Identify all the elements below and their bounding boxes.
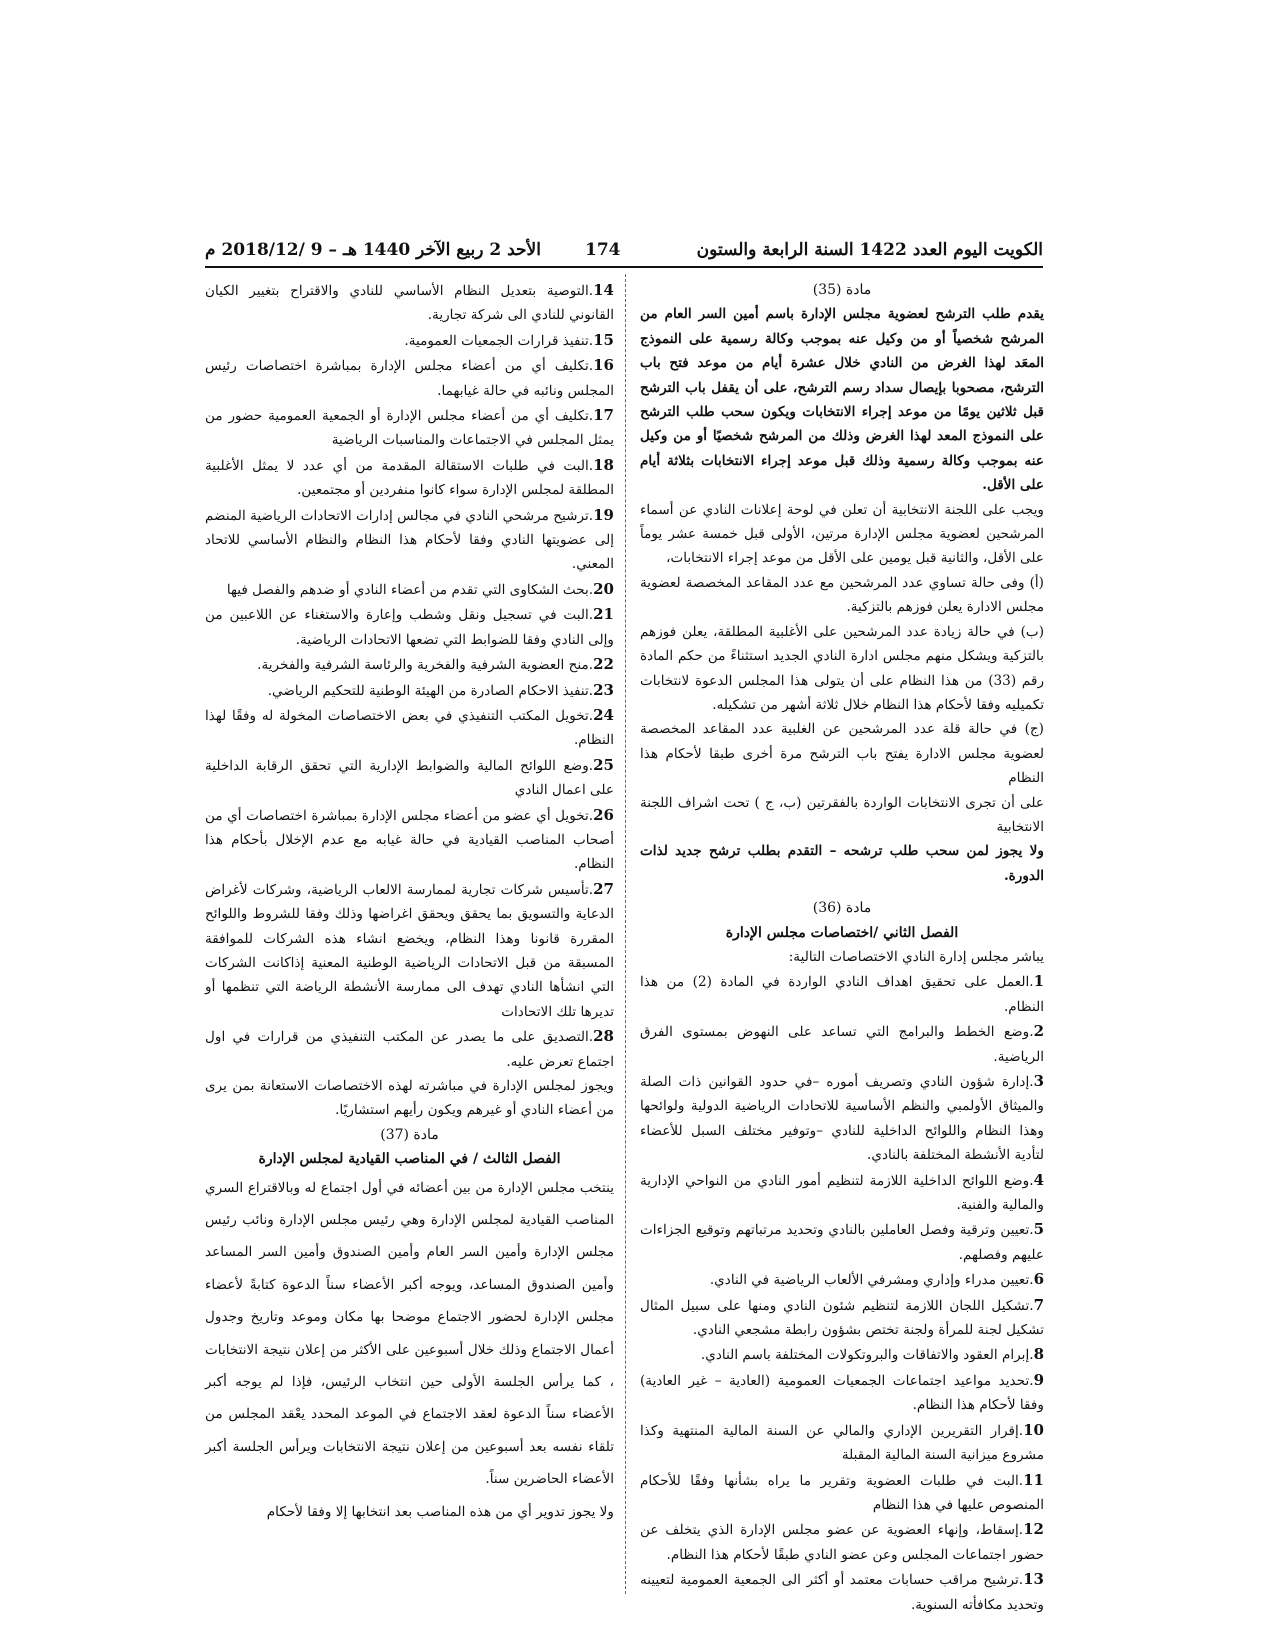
item-number: 12 <box>1023 1520 1044 1539</box>
item-number: 9 <box>1033 1370 1044 1389</box>
item-number: 7 <box>1033 1295 1044 1314</box>
list-item <box>640 1342 1044 1367</box>
article-36-intro: يباشر مجلس إدارة النادي الاختصاصات التالية: <box>788 948 1044 965</box>
list-item <box>205 703 614 753</box>
list-item <box>205 403 614 453</box>
article-37-paragraph-1: ينتخب مجلس الإدارة من بين أعضائه في أول اجتماع له وبالاقتراع السري المناصب القيادية لمجلس الإدارة وهي رئيس مجلس الإدارة ونائب رئيس مجلس الإدارة وأمين السر العام وأمين الصندوق وأمين السر المساعد وأمين الصندوق المساعد، ويوجه أكبر الأعضاء سناً الدعوة كتابةً لأعضاء مجلس الإدارة لحضور الاجتماع موضحا بها مكان وموعد وتاريخ وجدول أعمال الاجتماع وذلك خلال أسبوعين على الأكثر من إعلان نتيجة الانتخابات ، كما يرأس الجلسة الأولى حين انتخاب الرئيس، فإذا لم يوجه أكبر الأعضاء سناً الدعوة لعقد الاجتماع في الموعد المحدد يعْقد المجلس من تلقاء نفسه بعد أسبوعين من إعلان نتيجة الانتخابات ويرأس الجلسة أكبر الأعضاء الحاضرين سناً. <box>205 1179 614 1488</box>
item-text: .تعيين مدراء وإداري ومشرفي الألعاب الرياضية في النادي. <box>709 1272 1034 1289</box>
item-number: 8 <box>1033 1345 1044 1364</box>
item-number: 5 <box>1033 1220 1044 1239</box>
right-column-items <box>640 969 1044 1617</box>
item-text: .إسقاط، وإنهاء العضوية عن عضو مجلس الإدارة الذي يتخلف عن حضور اجتماعات المجلس وعن عضو النادي طبقًا لأحكام هذا النظام. <box>640 1522 1044 1563</box>
left-column-items <box>205 278 614 1074</box>
article-35-clause-b: (ب) في حالة زيادة عدد المرشحين على الأغلبية المطلقة، يعلن فوزهم بالتزكية ويشكل منهم مجلس ادارة النادي الجديد استثناءً من حكم المادة رقم (33) من هذا النظام على أن يتولى هذا المجلس الدعوة لانتخابات تكميليه وفقا لأحكام هذا النظام خلال ثلاثة أشهر من تشكيله. <box>640 623 1045 713</box>
article-35-paragraph-1: يقدم طلب الترشح لعضوية مجلس الإدارة باسم أمين السر العام من المرشح شخصياً أو من وكيل عنه بموجب وكالة رسمية على النموذج المعَد لهذا الغرض من النادي خلال عشرة أيام من موعد فتح باب الترشح، مصحوبا بإيصال سداد رسم الترشح، على أن يقفل باب الترشح قبل ثلاثين يومًا من موعد إجراء الانتخابات ويكون سحب طلب الترشح على النموذج المعد لهذا الغرض وذلك من المرشح شخصيًا أو من وكيل عنه بموجب وكالة رسمية وذلك قبل موعد إجراء الانتخابات بثلاثة أيام على الأقل. <box>640 306 1044 494</box>
item-number: 11 <box>1023 1470 1044 1489</box>
list-item <box>205 453 614 503</box>
item-text: .تحديد مواعيد اجتماعات الجمعيات العمومية (العادية – غير العادية) وفقا لأحكام هذا النظام. <box>640 1372 1044 1414</box>
item-text: .تنفيذ قرارات الجمعيات العمومية. <box>404 332 594 349</box>
page-header <box>205 236 1043 268</box>
item-text: .وضع اللوائح الداخلية اللازمة لتنظيم أمور النادي من النواحي الإدارية والمالية والفنية. <box>640 1172 1044 1214</box>
item-text: .إدارة شؤون النادي وتصريف أموره –في حدود القوانين ذات الصلة والميثاق الأولمبي والنظم الأساسية للاتحادات الرياضية الدولية ولوائحها وهذا النظام واللوائح الداخلية للنادي –وتوفير مختلف السبل للأعضاء لتأدية الأنشطة المختلفة بالنادي. <box>640 1074 1044 1164</box>
item-number: 16 <box>593 356 614 375</box>
list-item <box>640 1069 1044 1168</box>
chapter-2-heading: الفصل الثاني /اختصاصات مجلس الإدارة <box>725 924 959 941</box>
list-item <box>205 353 614 403</box>
item-number: 10 <box>1023 1420 1044 1439</box>
list-item <box>205 1024 614 1074</box>
item-text: .منح العضوية الشرفية والفخرية والرئاسة الشرفية والفخرية. <box>257 657 594 674</box>
item-number: 24 <box>593 705 614 724</box>
item-text: .تأسيس شركات تجارية لممارسة الالعاب الرياضية، وشركات لأغراض الدعاية والتسويق بما يحقق ويحقق اغراضها وذلك وفقا للشروط واللوائح المقررة قانونا وهذا النظام، ويخضع انشاء هذه الشركات للموافقة المسبقة من قبل الاتحادات الرياضية الوطنية المعنية إذاكانت الشركات التي انشأها النادي تهدف الى ممارسة الأنشطة الرياضة التي تنظمها أو تديرها تلك الاتحادات <box>205 881 614 1020</box>
item-number: 21 <box>593 605 614 624</box>
list-item <box>205 803 614 877</box>
item-text: .ترشيح مراقب حسابات معتمد أو أكثر الى الجمعية العمومية لتعيينه وتحديد مكافأته السنوية. <box>640 1572 1044 1613</box>
list-item <box>205 503 614 577</box>
item-number: 26 <box>593 805 614 824</box>
item-number: 4 <box>1033 1170 1044 1189</box>
item-text: .إبرام العقود والاتفاقات والبروتكولات المختلفة باسم النادي. <box>700 1347 1034 1364</box>
item-text: .البت في تسجيل ونقل وشطب وإعارة والاستغناء عن اللاعبين من وإلى النادي وفقا للضوابط التي تضعها الاتحادات الرياضية. <box>205 607 614 648</box>
item-number: 2 <box>1033 1022 1044 1041</box>
article-36-title: مادة (36) <box>812 900 872 917</box>
article-37-title: مادة (37) <box>380 1126 439 1143</box>
item-number: 20 <box>593 579 614 598</box>
article-37-paragraph-2: ولا يجوز تدوير أي من هذه المناصب بعد انتخابها إلا وفقا لأحكام <box>266 1503 614 1520</box>
item-text: .تنفيذ الاحكام الصادرة من الهيئة الوطنية للتحكيم الرياضي. <box>267 682 594 699</box>
article-35-clause-a: (أ) وفى حالة تساوي عدد المرشحين مع عدد المقاعد المخصصة لعضوية مجلس الادارة يعلن فوزهم بالتزكية. <box>640 574 1044 616</box>
item-text: .تخويل المكتب التنفيذي في بعض الاختصاصات المخولة له وفقًا لهذا النظام. <box>205 707 614 749</box>
chapter-3-heading: الفصل الثالث / في المناصب القيادية لمجلس الإدارة <box>258 1151 561 1168</box>
list-item <box>640 1267 1044 1292</box>
item-text: .تكليف أي من أعضاء مجلس الإدارة بمباشرة اختصاصات رئيس المجلس ونائبه في حالة غيابهما. <box>205 358 614 399</box>
article-35-title: مادة (35) <box>812 282 872 298</box>
left-column <box>205 278 614 1528</box>
list-item <box>640 1468 1044 1518</box>
article-36-closing-paragraph: ويجوز لمجلس الإدارة في مباشرته لهذه الاختصاصات الاستعانة بمن يرى من أعضاء النادي أو غيرهم ويكون رأيهم استشاريًا. <box>205 1078 614 1119</box>
list-item <box>640 1168 1044 1218</box>
list-item <box>205 652 614 677</box>
list-item <box>205 328 614 353</box>
list-item <box>205 877 614 1024</box>
list-item <box>640 1019 1044 1069</box>
list-item <box>640 1217 1044 1267</box>
item-text: .وضع اللوائح المالية والضوابط الإدارية التي تحقق الرقابة الداخلية على اعمال النادي <box>205 757 614 799</box>
item-number: 1 <box>1033 972 1045 991</box>
item-number: 14 <box>593 281 614 299</box>
item-text: .تكليف أي من أعضاء مجلس الإدارة أو الجمعية العمومية حضور من يمثل المجلس في الاجتماعات والمناسبات الرياضية <box>205 408 614 449</box>
item-text: .البت في طلبات الاستقالة المقدمة من أي عدد لا يمثل الأغلبية المطلقة لمجلس الإدارة سواء كانوا منفردين أو مجتمعين. <box>205 457 614 499</box>
item-text: .التوصية بتعديل النظام الأساسي للنادي والاقتراح بتغيير الكيان القانوني للنادي الى شركة تجارية. <box>205 283 614 324</box>
article-35-paragraph-2: ويجب على اللجنة الانتخابية أن تعلن في لوحة إعلانات النادي عن أسماء المرشحين لعضوية مجلس الإدارة مرتين، الأولى قبل خمسة عشر يوماً على الأقل، والثانية قبل يومين على الأقل من موعد إجراء الانتخابات، <box>640 501 1044 567</box>
list-item <box>205 602 614 652</box>
list-item <box>640 1517 1044 1567</box>
list-item <box>205 678 614 703</box>
header-page-number: 174 <box>585 240 621 260</box>
item-number: 22 <box>593 655 614 674</box>
list-item <box>640 1368 1044 1418</box>
article-35-clause-c: (ج) في حالة قلة عدد المرشحين عن الغلبية عدد المقاعد المخصصة لعضوية مجلس الادارة يفتح باب الترشح مرة أخرى طبقا لأحكام هذا النظام <box>640 721 1044 787</box>
list-item <box>640 1418 1044 1468</box>
list-item <box>205 278 614 328</box>
right-column <box>640 278 1044 1617</box>
item-text: .تخويل أي عضو من أعضاء مجلس الإدارة بمباشرة اختصاصات أي من أصحاب المناصب القيادية في حالة غيابه مع عدم الإخلال بأحكام هذا النظام. <box>205 807 614 873</box>
article-35-clause-d: على أن تجرى الانتخابات الواردة بالفقرتين (ب، ج ) تحت اشراف اللجنة الانتخابية <box>640 794 1044 835</box>
item-number: 19 <box>593 505 614 524</box>
item-text: .إقرار التقريرين الإداري والمالي عن السنة المالية المنتهية وكذا مشروع ميزانية السنة المالية المقبلة <box>640 1422 1044 1464</box>
list-item <box>640 1293 1044 1343</box>
item-number: 18 <box>593 455 614 474</box>
item-number: 27 <box>593 879 614 898</box>
item-text: .العمل على تحقيق اهداف النادي الواردة في المادة (2) من هذا النظام. <box>640 974 1044 1015</box>
item-number: 25 <box>593 755 614 774</box>
item-number: 23 <box>593 680 614 699</box>
item-text: .وضع الخطط والبرامج التي تساعد على النهوض بمستوى الفرق الرياضية. <box>640 1024 1044 1065</box>
item-number: 3 <box>1033 1072 1044 1090</box>
header-publication: الكويت اليوم العدد 1422 السنة الرابعة والستون <box>696 240 1043 260</box>
header-date: الأحد 2 ربيع الآخر 1440 هـ – 9 /2018/12 م <box>205 240 541 260</box>
list-item <box>205 753 614 803</box>
item-text: .بحث الشكاوى التي تقدم من أعضاء النادي أو ضدهم والفصل فيها <box>226 581 594 598</box>
item-number: 13 <box>1023 1570 1044 1589</box>
article-35-clause-e: ولا يجوز لمن سحب طلب ترشحه – التقدم بطلب ترشح جديد لذات الدورة. <box>640 843 1044 884</box>
column-divider <box>625 274 627 1594</box>
item-text: .ترشيح مرشحي النادي في مجالس إدارات الاتحادات الرياضية المنضم إلى عضويتها النادي وفقا لأحكام هذا النظام والنظام الأساسي للاتحاد المعني. <box>205 507 614 573</box>
item-number: 15 <box>593 330 614 349</box>
item-number: 17 <box>593 406 614 425</box>
list-item <box>205 577 614 602</box>
item-text: .تشكيل اللجان اللازمة لتنظيم شئون النادي ومنها على سبيل المثال تشكيل لجنة للمرأة ولجنة تختص بشؤون رابطة مشجعي النادي. <box>640 1297 1044 1339</box>
item-text: .التصديق على ما يصدر عن المكتب التنفيذي من قرارات في اول اجتماع تعرض عليه. <box>205 1029 614 1070</box>
item-text: .البت في طلبات العضوية وتقرير ما يراه بشأنها وفقًا للأحكام المنصوص عليها في هذا النظام <box>640 1472 1044 1513</box>
item-number: 6 <box>1033 1270 1044 1289</box>
list-item <box>640 1567 1044 1617</box>
item-text: .تعيين وترقية وفصل العاملين بالنادي وتحديد مرتباتهم وتوقيع الجزاءات عليهم وفصلهم. <box>640 1222 1044 1263</box>
list-item <box>640 969 1044 1019</box>
item-number: 28 <box>593 1027 614 1046</box>
